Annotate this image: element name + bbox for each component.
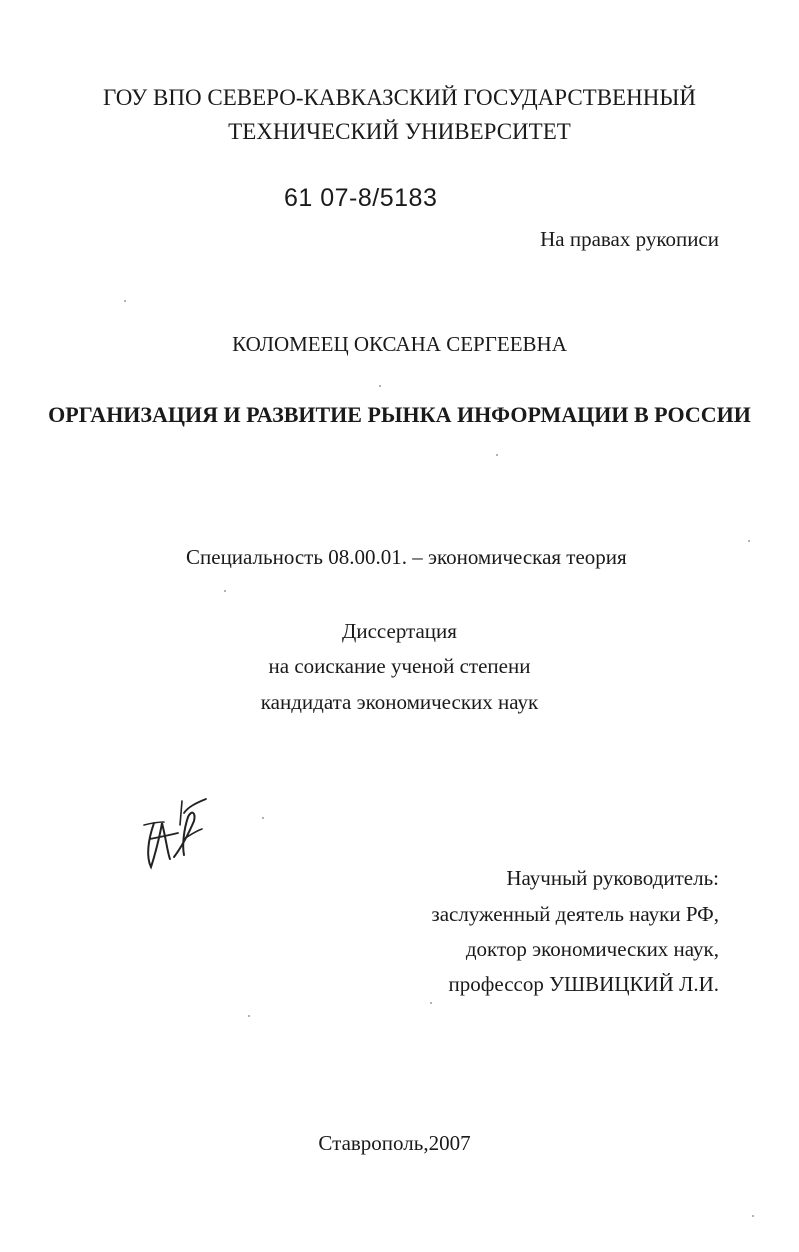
- dissertation-title: ОРГАНИЗАЦИЯ И РАЗВИТИЕ РЫНКА ИНФОРМАЦИИ В РОССИИ: [48, 402, 751, 427]
- degree-line-3: кандидата экономических наук: [260, 690, 539, 714]
- degree-line-2: на соискание ученой степени: [268, 654, 531, 678]
- institution-line-1: ГОУ ВПО СЕВЕРО-КАВКАЗСКИЙ ГОСУДАРСТВЕННЫЙ: [102, 85, 696, 110]
- scan-speck: [224, 590, 226, 592]
- institution-line-2: ТЕХНИЧЕСКИЙ УНИВЕРСИТЕТ: [228, 119, 571, 144]
- supervisor-line-3: профессор УШВИЦКИЙ Л.И.: [448, 972, 719, 996]
- catalog-number-stamp: 61 07-8/5183: [284, 184, 438, 212]
- manuscript-rights-note: На правах рукописи: [540, 227, 719, 251]
- scan-speck: [379, 385, 381, 387]
- scan-speck: [124, 300, 126, 302]
- scan-speck: [752, 1215, 754, 1217]
- supervisor-heading: Научный руководитель:: [506, 866, 719, 890]
- degree-line-1: Диссертация: [342, 619, 457, 643]
- supervisor-line-1: заслуженный деятель науки РФ,: [431, 902, 719, 926]
- author-name: КОЛОМЕЕЦ ОКСАНА СЕРГЕЕВНА: [232, 332, 567, 356]
- supervisor-line-2: доктор экономических наук,: [465, 937, 719, 961]
- handwritten-signature: [140, 795, 220, 880]
- specialty-line: Специальность 08.00.01. – экономическая теория: [186, 545, 627, 569]
- scan-speck: [496, 454, 498, 456]
- scan-speck: [748, 540, 750, 542]
- scan-speck: [262, 817, 264, 819]
- scan-speck: [430, 1002, 432, 1004]
- place-and-year: Ставрополь,2007: [318, 1131, 471, 1155]
- scan-speck: [248, 1015, 250, 1017]
